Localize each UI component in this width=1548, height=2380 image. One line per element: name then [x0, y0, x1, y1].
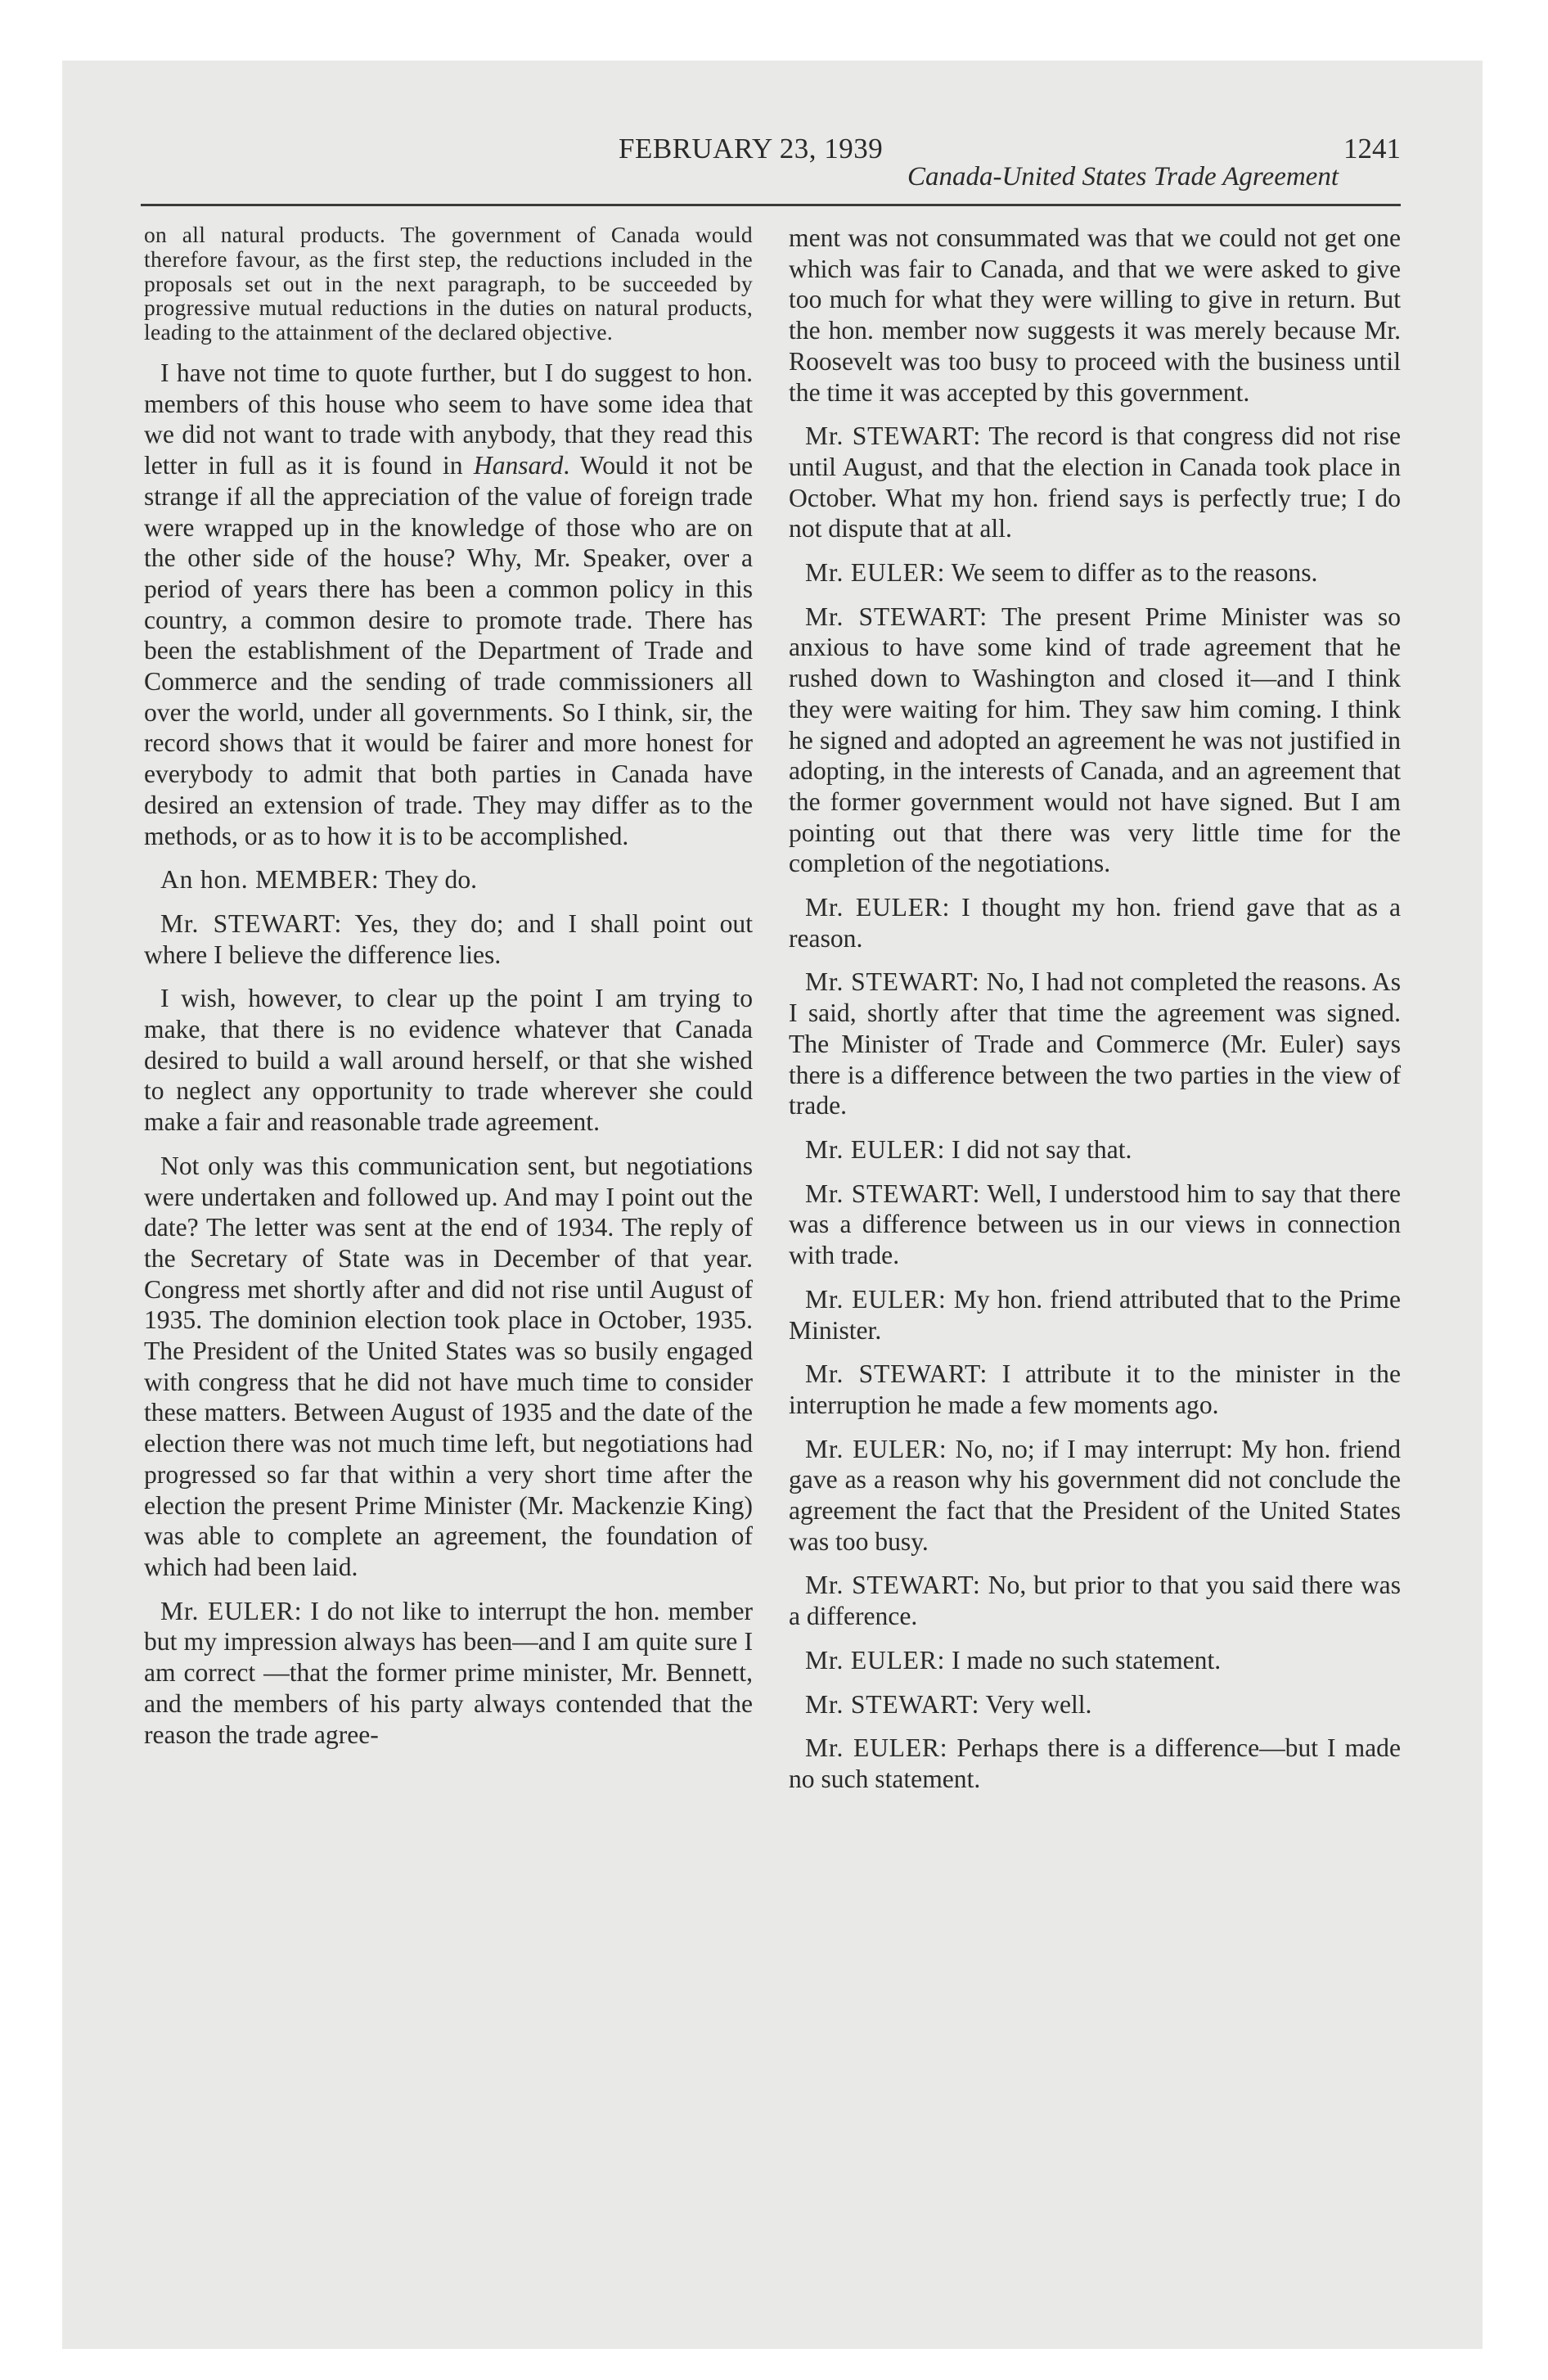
- header-date: FEBRUARY 23, 1939: [619, 133, 884, 165]
- speech: Mr. STEWART: The present Prime Minister was so anxious to have some kind of trade agreement that he rushed down to Washington and closed it—and I think they were waiting for him. They saw him coming. I think he signed and adopted an agreement he was not justified in adopting, in the interests of Canada, and an agreement that the former government would not have signed. But I am pointing out that there was very little time for the completion of the negotiations.: [789, 602, 1401, 878]
- speech: Mr. EULER: My hon. friend attributed that to the Prime Minister.: [789, 1284, 1401, 1345]
- speaker-label: Mr. STEWART:: [805, 1359, 988, 1389]
- speaker-label: Mr. EULER:: [805, 1284, 947, 1314]
- speaker-label: Mr. EULER:: [805, 1645, 946, 1675]
- speaker-label: Mr. STEWART:: [805, 967, 980, 997]
- hansard-italic: Hansard: [473, 451, 564, 480]
- speaker-label: Mr. EULER:: [160, 1596, 303, 1625]
- speech: Mr. EULER: No, no; if I may interrupt: My hon. friend gave as a reason why his government did not conclude the agreement the fact that the President of the United States was too busy.: [789, 1434, 1401, 1556]
- paragraph: ment was not consummated was that we could not get one which was fair to Canada, and that we were asked to give too much for what they were willing to give in return. But the hon. member now suggests it was merely because Mr. Roosevelt was too busy to proceed with the business until the time it was accepted by this government.: [789, 223, 1401, 407]
- speech: Mr. STEWART: The record is that congress did not rise until August, and that the election in Canada took place in October. What my hon. friend says is perfectly true; I do not dispute that at all.: [789, 421, 1402, 543]
- speaker-label: Mr. EULER:: [805, 1134, 946, 1164]
- speaker-label: Mr. STEWART:: [805, 421, 982, 451]
- speaker-label: Mr. STEWART:: [805, 1179, 981, 1208]
- speaker-label: Mr. STEWART:: [805, 1571, 981, 1600]
- speech: Mr. STEWART: I attribute it to the minister in the interruption he made a few moments ago.: [789, 1359, 1401, 1419]
- speaker-label: Mr. STEWART:: [160, 908, 343, 938]
- page-number: 1241: [1343, 133, 1401, 165]
- speech: An hon. MEMBER: They do.: [160, 865, 478, 895]
- speech: Mr. EULER: I made no such statement.: [805, 1645, 1222, 1675]
- speaker-label: Mr. STEWART:: [805, 602, 988, 631]
- speech: Mr. EULER: Perhaps there is a difference—but I made no such statement.: [789, 1733, 1402, 1793]
- speaker-label: Mr. EULER:: [805, 558, 946, 588]
- speech: Mr. STEWART: Yes, they do; and I shall point out where I believe the difference lies.: [144, 908, 753, 969]
- speaker-label: Mr. EULER:: [805, 1434, 947, 1463]
- speech: Mr. EULER: We seem to differ as to the reasons.: [805, 558, 1318, 588]
- page-header: [139, 77, 1401, 200]
- speech: Mr. STEWART: Well, I understood him to say that there was a difference between us in our views in connection with trade.: [789, 1179, 1402, 1270]
- header-subject: Canada-United States Trade Agreement: [907, 162, 1339, 192]
- quoted-excerpt: on all natural products. The government of Canada would therefore favour, as the first step, the reductions included in the proposals set out in the next paragraph, to be succeeded by progressive mutual reductions in the duties on natural products, leading to the attainment of the declared objective.: [144, 222, 753, 345]
- paragraph: I wish, however, to clear up the point I am trying to make, that there is no evidence whatever that Canada desired to build a wall around herself, or that she wished to neglect any opportunity to trade wherever she could make a fair and reasonable trade agreement.: [144, 984, 753, 1137]
- right-column: [789, 223, 1401, 1808]
- header-rule: [141, 204, 1401, 206]
- speech: Mr. EULER: I thought my hon. friend gave that as a reason.: [789, 893, 1401, 953]
- speaker-label: Mr. EULER:: [805, 1733, 948, 1763]
- speech: Mr. EULER: I do not like to interrupt the hon. member but my impression always has been—and I am quite sure I am correct —that the former prime minister, Mr. Bennett, and the members of his party always contended that the reason the trade agree-: [144, 1596, 754, 1749]
- speech: Mr. EULER: I did not say that.: [805, 1134, 1132, 1164]
- speech: Mr. STEWART: Very well.: [805, 1689, 1092, 1719]
- paragraph: I have not time to quote further, but I do suggest to hon. members of this house who seem to have some idea that we did not want to trade with anybody, that they read this letter in full as it is found in Hansard. Would it not be strange if all the appreciation of the value of foreign trade were wrapped up in the knowledge of those who are on the other side of the house? Why, Mr. Speaker, over a period of years there has been a common policy in this country, a common desire to promote trade. There has been the establishment of the Department of Trade and Commerce and the sending of trade commissioners all over the world, under all governments. So I think, sir, the record shows that it would be fairer and more honest for everybody to admit that both parties in Canada have desired an extension of trade. They may differ as to the methods, or as to how it is to be accomplished.: [144, 358, 753, 850]
- speaker-label: Mr. EULER:: [805, 893, 951, 922]
- speaker-label: Mr. STEWART:: [805, 1689, 980, 1719]
- speech: Mr. STEWART: No, but prior to that you said there was a difference.: [789, 1571, 1401, 1631]
- speech: Mr. STEWART: No, I had not completed the reasons. As I said, shortly after that time the agreement was signed. The Minister of Trade and Commerce (Mr. Euler) says there is a difference between the two parties in the view of trade.: [789, 967, 1402, 1120]
- paragraph: Not only was this communication sent, but negotiations were undertaken and followed up. And may I point out the date? The letter was sent at the end of 1934. The reply of the Secretary of State was in December of that year. Congress met shortly after and did not rise until August of 1935. The dominion election took place in October, 1935. The President of the United States was so busily engaged with congress that he did not have much time to consider these matters. Between August of 1935 and the date of the election there was not much time left, but negotiations had progressed so far that within a very short time after the election the present Prime Minister (Mr. Mackenzie King) was able to complete an agreement, the foundation of which had been laid.: [144, 1151, 753, 1581]
- left-column: [144, 223, 753, 1763]
- speaker-label: An hon. MEMBER:: [160, 865, 380, 895]
